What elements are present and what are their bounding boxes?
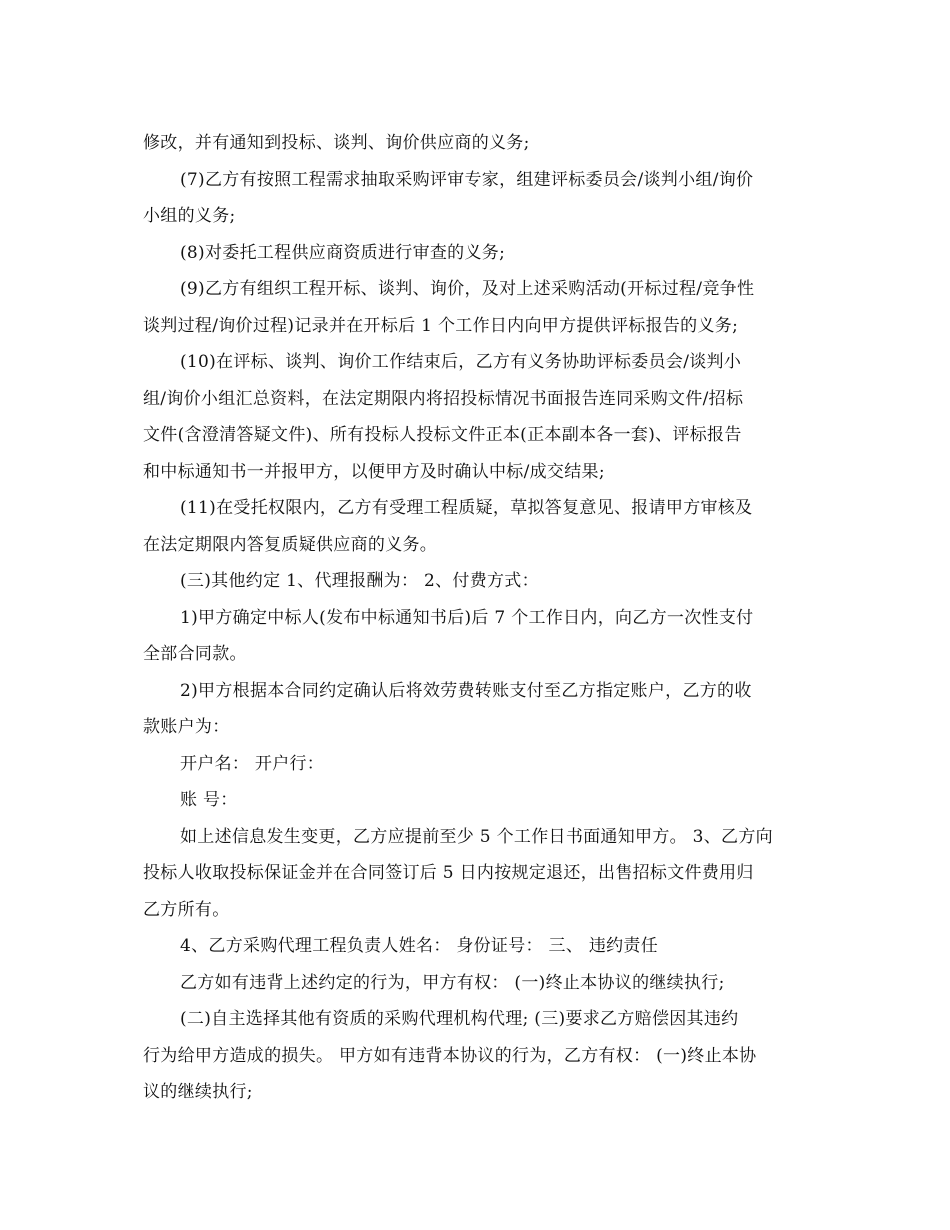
text-line: 全部合同款。 [143, 644, 247, 664]
text-line: (7)乙方有按照工程需求抽取采购评审专家，组建评标委员会/谈判小组/询价 [180, 170, 754, 190]
text-line: 投标人收取投标保证金并在合同签订后 5 日内按规定退还，出售招标文件费用归 [143, 863, 754, 883]
text-line: 和中标通知书一并报甲方，以便甲方及时确认中标/成交结果; [143, 462, 605, 482]
text-line: (三)其他约定 1、代理报酬为： 2、付费方式： [180, 571, 539, 591]
text-line: 组/询价小组汇总资料，在法定期限内将招投标情况书面报告连同采购文件/招标 [143, 389, 744, 409]
text-line: 乙方所有。 [143, 900, 230, 920]
text-line: 如上述信息发生变更，乙方应提前至少 5 个工作日书面通知甲方。 3、乙方向 [180, 827, 773, 847]
text-line: 4、乙方采购代理工程负责人姓名： 身份证号： 三、 违约责任 [180, 936, 659, 956]
text-line: (8)对委托工程供应商资质进行审查的义务; [180, 243, 506, 263]
text-line: 议的继续执行; [143, 1082, 253, 1102]
text-line: 小组的义务; [143, 206, 236, 226]
text-line: 开户名： 开户行： [180, 754, 325, 774]
text-line: 1)甲方确定中标人(发布中标通知书后)后 7 个工作日内，向乙方一次性支付 [180, 608, 754, 628]
text-line: 在法定期限内答复质疑供应商的义务。 [143, 535, 438, 555]
text-line: (10)在评标、谈判、询价工作结束后，乙方有义务协助评标委员会/谈判小 [180, 352, 742, 372]
text-line: 2)甲方根据本合同约定确认后将效劳费转账支付至乙方指定账户，乙方的收 [180, 681, 752, 701]
text-line: (11)在受托权限内，乙方有受理工程质疑，草拟答复意见、报请甲方审核及 [180, 498, 753, 518]
text-line: 行为给甲方造成的损失。 甲方如有违背本协议的行为，乙方有权： (一)终止本协 [143, 1046, 757, 1066]
text-line: 款账户为： [143, 717, 230, 737]
text-line: 谈判过程/询价过程)记录并在开标后 1 个工作日内向甲方提供评标报告的义务; [143, 316, 739, 336]
text-line: (二)自主选择其他有资质的采购代理机构代理; (三)要求乙方赔偿因其违约 [180, 1009, 739, 1029]
text-line: 修改，并有通知到投标、谈判、询价供应商的义务; [143, 133, 530, 153]
text-line: 文件(含澄清答疑文件)、所有投标人投标文件正本(正本副本各一套)、评标报告 [143, 425, 742, 445]
text-line: 乙方如有违背上述约定的行为，甲方有权： (一)终止本协议的继续执行; [180, 973, 725, 993]
text-line: (9)乙方有组织工程开标、谈判、询价，及对上述采购活动(开标过程/竞争性 [180, 279, 755, 299]
text-line: 账 号： [180, 790, 238, 810]
